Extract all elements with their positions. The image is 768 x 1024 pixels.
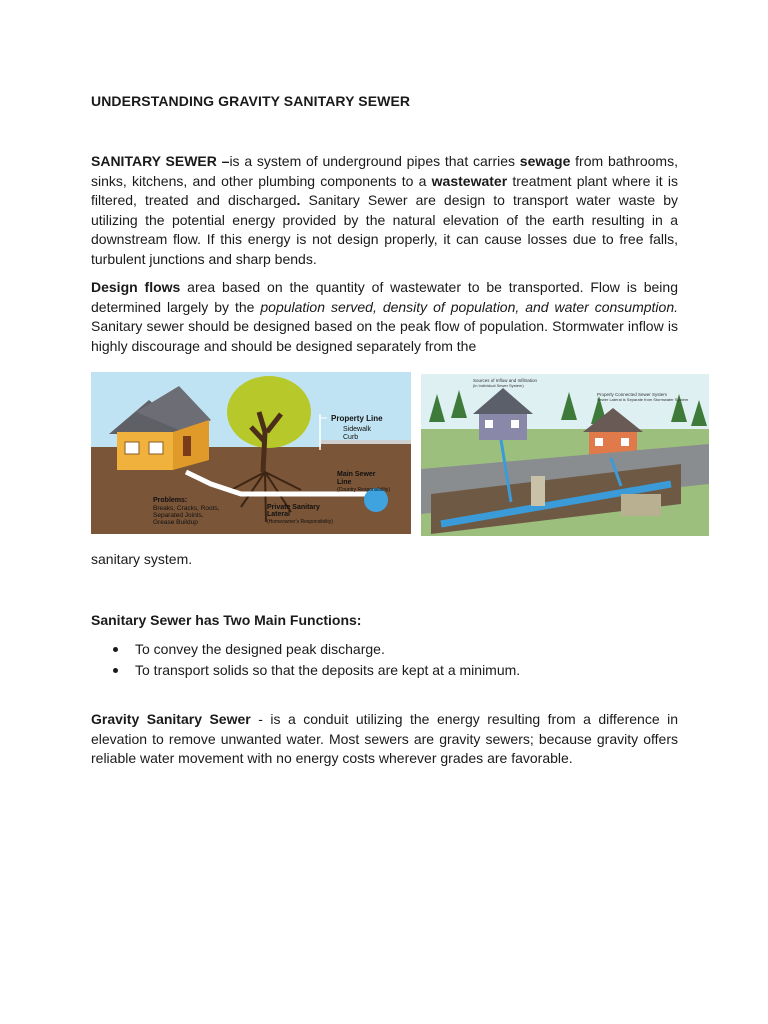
- label-problems-3: Grease Buildup: [153, 519, 198, 526]
- label-main-sewer: Main Sewer: [337, 471, 376, 478]
- label-property-line: Property Line: [331, 414, 383, 423]
- label-sidewalk: Sidewalk: [343, 426, 372, 433]
- page-title: UNDERSTANDING GRAVITY SANITARY SEWER: [91, 93, 411, 109]
- gravity-sewer-paragraph: [91, 710, 678, 769]
- label-problems-1: Breaks, Cracks, Roots,: [153, 505, 220, 512]
- bold-wastewater: wastewater: [431, 172, 508, 189]
- list-item: [91, 640, 520, 661]
- design-flows-paragraph: [91, 278, 678, 356]
- bullet-icon: [113, 668, 118, 673]
- para3-text: - is a conduit utilizing the energy resulting from a difference in elevation to remove unwanted water. Most sewers are gravity sewers; because gravity offers reliable water movement with no energy costs wherever grades are favorable.: [91, 711, 678, 767]
- continuation-text: sanitary system.: [91, 551, 193, 567]
- fig2-caption-left-1: Sources of Inflow and Infiltration: [473, 378, 538, 383]
- para1-text-c: treatment plant where it is filtered, treated and discharged: [91, 172, 679, 209]
- fig2-caption-left-2: (in Individual Sewer System): [473, 383, 524, 388]
- para1-text-a: is a system of underground pipes that carries: [229, 153, 520, 169]
- label-problems-2: Separated Joints,: [153, 512, 204, 519]
- para1-text-d: Sanitary Sewer are design to transport water waste by utilizing the potential energy provided by the natural elevation of the earth resulting in a downstream flow. If this energy is not design properly, it can cause losses due to free falls, turbulent junctions and sharp bends.: [91, 192, 678, 267]
- bold-sewage: sewage: [519, 153, 571, 169]
- bold-period: .: [296, 192, 301, 209]
- functions-heading: Sanitary Sewer has Two Main Functions:: [91, 612, 362, 628]
- functions-list: [91, 640, 520, 682]
- list-item-text: To convey the designed peak discharge.: [135, 641, 385, 657]
- inflow-infiltration-illustration: [421, 374, 709, 536]
- para2-text-b: Sanitary sewer should be designed based on the peak flow of population. Stormwater inflow is highly discourage and should be designed separately from the: [91, 318, 678, 354]
- para2-text-a: area based on the quantity of wastewater to be transported. Flow is being determined largely by the: [91, 279, 678, 315]
- label-main-sewer-line: Line: [337, 479, 352, 486]
- label-lateral-1: Private Sanitary: [267, 504, 320, 511]
- term-gravity-sanitary-sewer: Gravity Sanitary Sewer: [91, 711, 251, 727]
- para2-italic: population served, density of population, and water consumption.: [260, 298, 679, 315]
- term-design-flows: Design flows: [91, 279, 181, 295]
- bullet-icon: [113, 647, 118, 652]
- list-item: [91, 661, 520, 682]
- para1-text-b: from bathrooms, sinks, kitchens, and other plumbing components to a: [91, 153, 678, 189]
- sewer-lateral-illustration: [91, 372, 411, 534]
- fig2-caption-right-2: Sewer Lateral is Separate from Stormwater System: [597, 397, 689, 402]
- label-main-sewer-note: (Country Responsibility): [337, 487, 391, 493]
- label-lateral-2: Lateral: [267, 511, 290, 518]
- label-curb: Curb: [343, 434, 359, 441]
- label-problems-title: Problems:: [153, 497, 188, 504]
- list-item-text: To transport solids so that the deposits are kept at a minimum.: [135, 662, 521, 678]
- label-lateral-note: (Homeowner's Responsibility): [267, 519, 333, 525]
- fig2-caption-right-1: Properly Connected Sewer System: [597, 392, 668, 397]
- sanitary-sewer-paragraph: [91, 152, 678, 270]
- term-sanitary-sewer: SANITARY SEWER –: [91, 153, 230, 169]
